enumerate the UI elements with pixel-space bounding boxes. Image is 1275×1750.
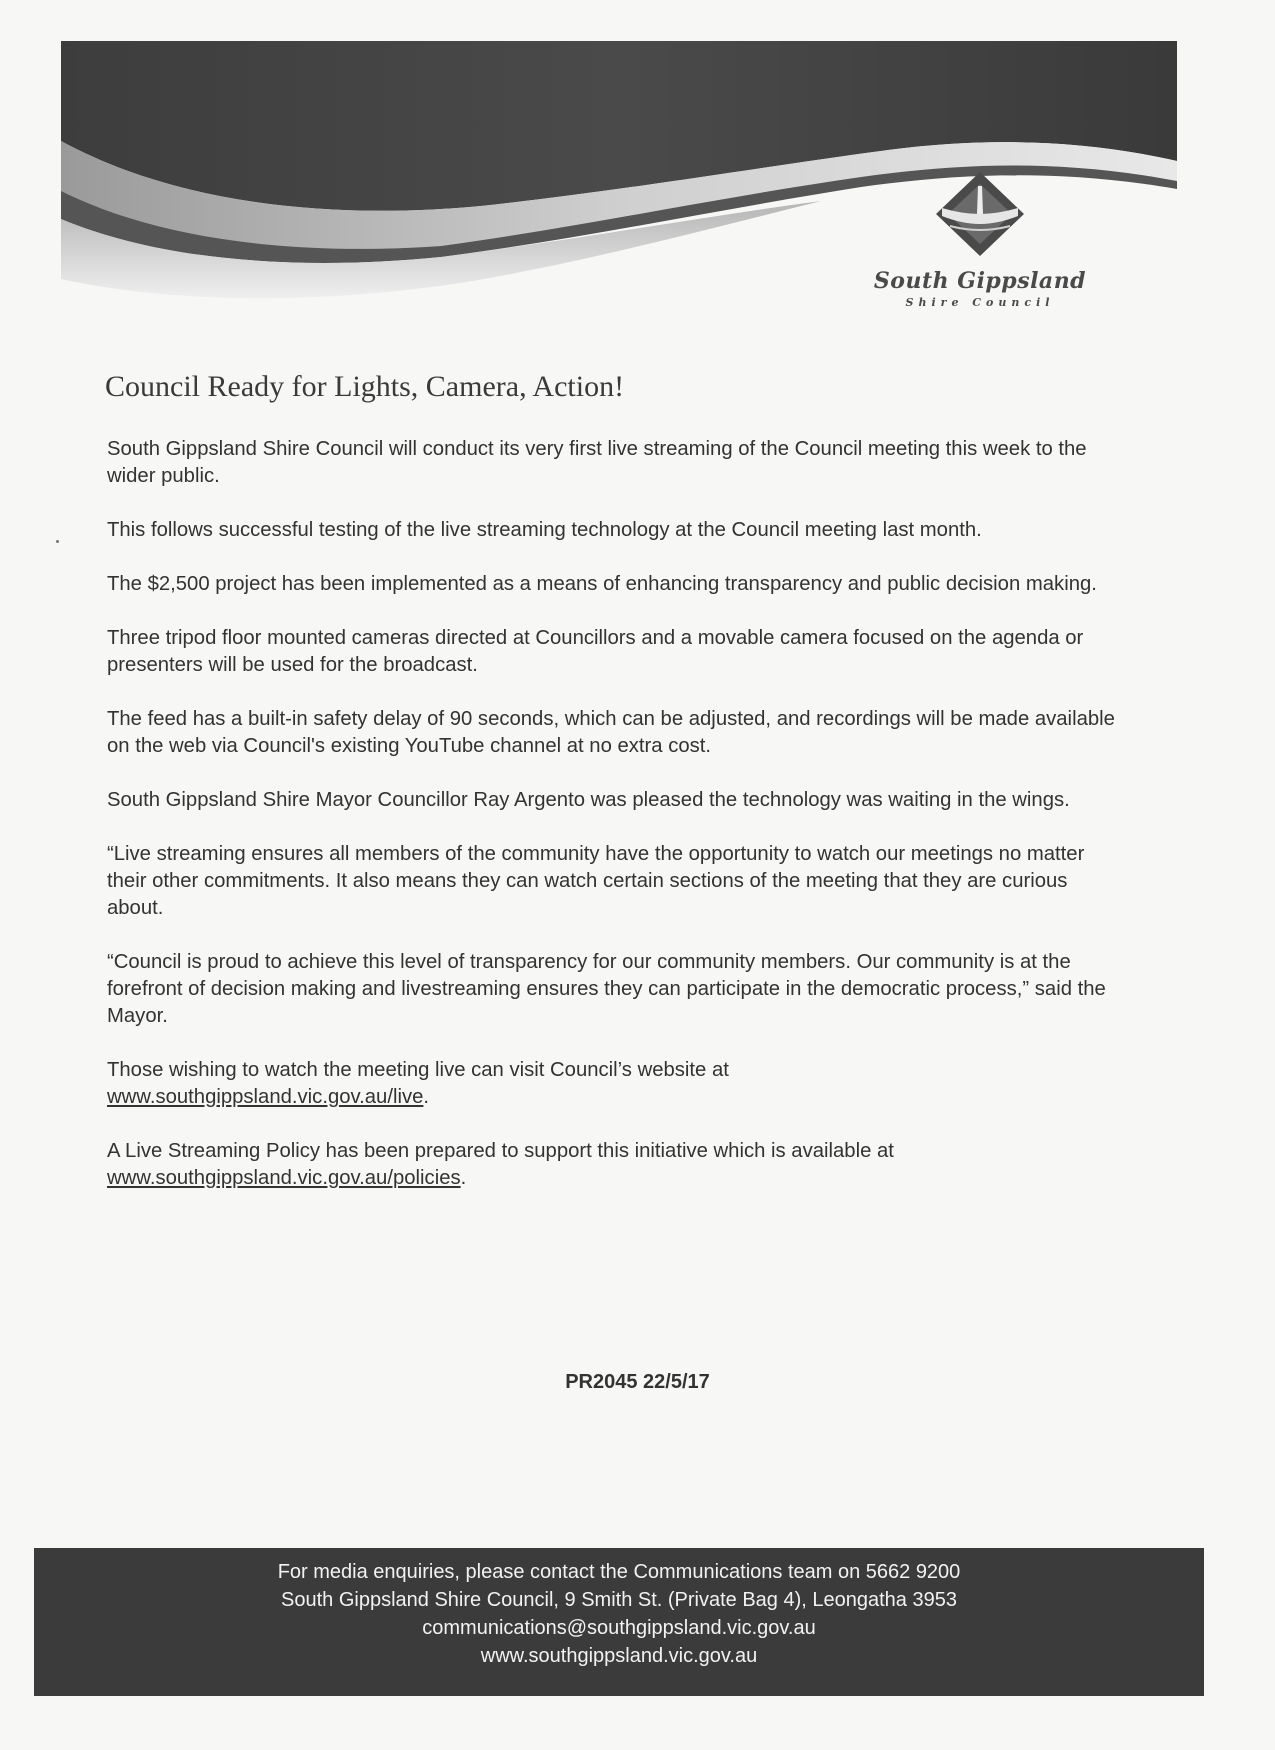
paragraph: This follows successful testing of the live streaming technology at the Council meeting last month. xyxy=(107,519,982,541)
paragraph: The $2,500 project has been implemented as a means of enhancing transparency and public decision making. xyxy=(107,573,1097,595)
live-end: . xyxy=(423,1086,430,1108)
footer-email: communications@southgippsland.vic.gov.au xyxy=(422,1617,816,1639)
live-stream-link[interactable]: www.southgippsland.vic.gov.au/live xyxy=(107,1086,424,1108)
paragraph: Three tripod floor mounted cameras directed at Councillors and a movable camera focused on the agenda or presenters will be used for the broadcast. xyxy=(107,627,1084,676)
live-paragraph xyxy=(107,1057,1127,1111)
paragraph: South Gippsland Shire Council will conduct its very first live streaming of the Council meeting this week to the wider public. xyxy=(107,438,1087,487)
paragraph: “Live streaming ensures all members of the community have the opportunity to watch our meetings no matter their other commitments. It also means they can watch certain sections of the meeting that they are curious about. xyxy=(107,843,1085,919)
council-emblem-icon xyxy=(932,168,1028,260)
policy-paragraph xyxy=(107,1138,1127,1192)
paragraph: The feed has a built-in safety delay of 90 seconds, which can be adjusted, and recordings will be made available on the web via Council's existing YouTube channel at no extra cost. xyxy=(107,708,1115,757)
paragraph: “Council is proud to achieve this level of transparency for our community members. Our community is at the forefront of decision making and livestreaming ensures they can participate in the democratic process,” said the Mayor. xyxy=(107,951,1106,1027)
article-body xyxy=(107,436,1127,1219)
org-name: South Gippsland xyxy=(873,268,1087,294)
policy-text: A Live Streaming Policy has been prepared to support this initiative which is available at xyxy=(107,1140,894,1162)
policies-link[interactable]: www.southgippsland.vic.gov.au/policies xyxy=(107,1167,461,1189)
page-title: Council Ready for Lights, Camera, Action! xyxy=(105,370,625,403)
media-contact-footer xyxy=(34,1548,1204,1696)
press-release-reference: PR2045 22/5/17 xyxy=(565,1371,710,1393)
footer-media-line: For media enquiries, please contact the Communications team on 5662 9200 xyxy=(277,1561,961,1583)
footer-website: www.southgippsland.vic.gov.au xyxy=(480,1645,758,1667)
scan-speck xyxy=(56,540,59,543)
footer-address-line: South Gippsland Shire Council, 9 Smith St. (Private Bag 4), Leongatha 3953 xyxy=(281,1589,957,1611)
council-logo xyxy=(870,168,1090,318)
policy-end: . xyxy=(460,1167,467,1189)
paragraph: South Gippsland Shire Mayor Councillor Ray Argento was pleased the technology was waiting in the wings. xyxy=(107,789,1070,811)
org-subtitle: Shire Council xyxy=(905,296,1055,309)
live-text: Those wishing to watch the meeting live can visit Council’s website at xyxy=(107,1059,729,1081)
